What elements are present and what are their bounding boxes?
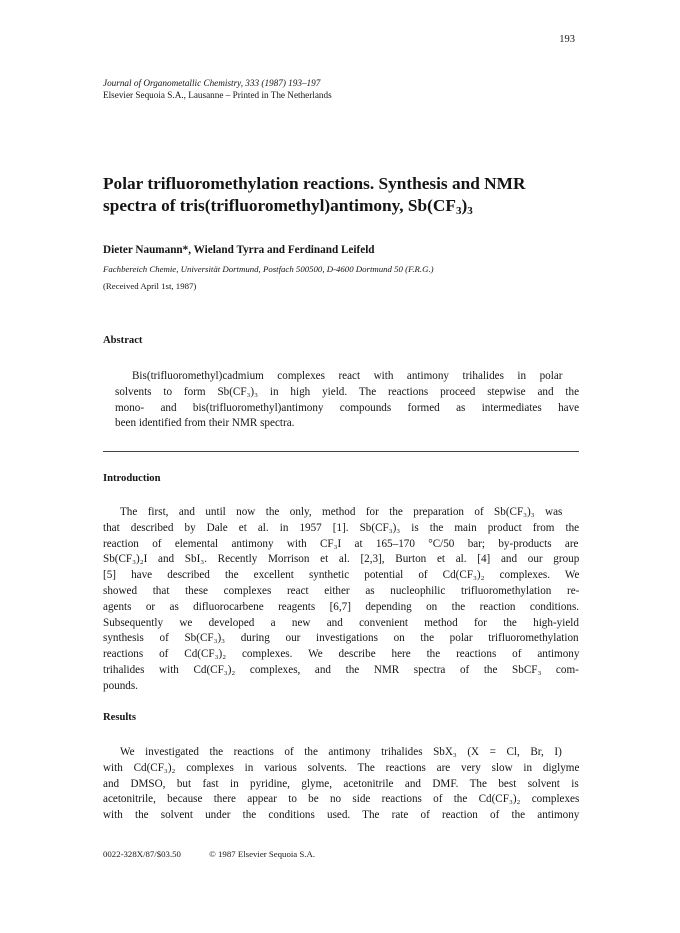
introduction-line: reaction of elemental antimony with CF₃I at 165–170 °C/50 bar; by-products are bbox=[103, 537, 579, 550]
introduction-line: Subsequently we developed a new and convenient method for the high-yield bbox=[103, 616, 579, 629]
abstract-line: Bis(trifluoromethyl)cadmium complexes react with antimony trihalides in polar bbox=[132, 370, 563, 382]
results-text bbox=[103, 745, 579, 824]
introduction-line: [5] have described the excellent synthetic potential of Cd(CF₃)₂ complexes. We bbox=[103, 569, 580, 582]
abstract-line: been identified from their NMR spectra. bbox=[115, 417, 295, 430]
results-line: We investigated the reactions of the antimony trihalides SbX₃ (X = Cl, Br, I) bbox=[120, 746, 562, 758]
introduction-text bbox=[103, 505, 579, 695]
results-heading: Results bbox=[103, 712, 136, 723]
introduction-line: showed that these complexes react either as nucleophilic trifluoromethylation re- bbox=[103, 584, 580, 597]
footer-code: 0022-328X/87/$03.50 bbox=[103, 849, 181, 859]
introduction-line: synthesis of Sb(CF₃)₃ during our investigations on the polar trifluoromethylation bbox=[103, 632, 579, 645]
title-line-2 bbox=[103, 196, 473, 215]
title-line-1: Polar trifluoromethylation reactions. Synthesis and NMR bbox=[103, 174, 526, 193]
journal-publisher: Elsevier Sequoia S.A., Lausanne – Printed in The Netherlands bbox=[103, 90, 332, 100]
title-line-2-text: spectra of tris(trifluoromethyl)antimony, Sb(CF bbox=[103, 196, 456, 215]
abstract-heading: Abstract bbox=[103, 335, 143, 346]
abstract-text bbox=[115, 369, 579, 432]
title-paren: ) bbox=[461, 196, 468, 215]
footer-copyright: © 1987 Elsevier Sequoia S.A. bbox=[209, 849, 316, 859]
journal-citation: Journal of Organometallic Chemistry, 333 (1987) 193–197 bbox=[103, 78, 321, 88]
received-date: (Received April 1st, 1987) bbox=[103, 281, 197, 291]
journal-header bbox=[103, 77, 332, 101]
introduction-line: that described by Dale et al. in 1957 [1]. Sb(CF₃)₃ is the main product from the bbox=[103, 521, 580, 534]
results-line: and DMSO, but fast in pyridine, glyme, acetonitrile and DMF. The best solvent is bbox=[103, 777, 579, 790]
introduction-line: pounds. bbox=[103, 679, 138, 692]
page-footer bbox=[103, 849, 315, 859]
abstract-line: solvents to form Sb(CF₃)₃ in high yield. The reactions proceed stepwise and the bbox=[115, 385, 580, 398]
results-line: with Cd(CF₃)₂ complexes in various solvents. The reactions are very slow in diglyme bbox=[103, 761, 580, 774]
abstract-line: mono- and bis(trifluoromethyl)antimony compounds formed as intermediates have bbox=[115, 401, 580, 414]
page-number: 193 bbox=[559, 34, 575, 45]
affiliation: Fachbereich Chemie, Universität Dortmund, Postfach 500500, D-4600 Dortmund 50 (F.R.G.) bbox=[103, 264, 434, 274]
introduction-line: Sb(CF₃)₂I and SbI₃. Recently Morrison et al. [2,3], Burton et al. [4] and our group bbox=[103, 553, 580, 566]
title-subscript-1: 3 bbox=[455, 205, 462, 217]
introduction-heading: Introduction bbox=[103, 473, 161, 484]
introduction-line: agents or as difluorocarbene reagents [6,7] depending on the reaction conditions. bbox=[103, 600, 580, 613]
section-divider bbox=[103, 451, 579, 452]
title-subscript-2: 3 bbox=[467, 205, 473, 217]
results-line: with the solvent under the conditions used. The rate of reaction of the antimony bbox=[103, 809, 580, 822]
introduction-line: trihalides with Cd(CF₃)₂ complexes, and the NMR spectra of the SbCF₃ com- bbox=[103, 663, 579, 676]
results-line: acetonitrile, because there appear to be no side reactions of the Cd(CF₃)₂ complexes bbox=[103, 793, 580, 806]
introduction-line: The first, and until now the only, method for the preparation of Sb(CF₃)₃ was bbox=[120, 506, 563, 518]
introduction-line: reactions of Cd(CF₃)₂ complexes. We describe here the reactions of antimony bbox=[103, 648, 580, 661]
authors: Dieter Naumann*, Wieland Tyrra and Ferdinand Leifeld bbox=[103, 244, 375, 256]
article-title bbox=[103, 173, 583, 217]
